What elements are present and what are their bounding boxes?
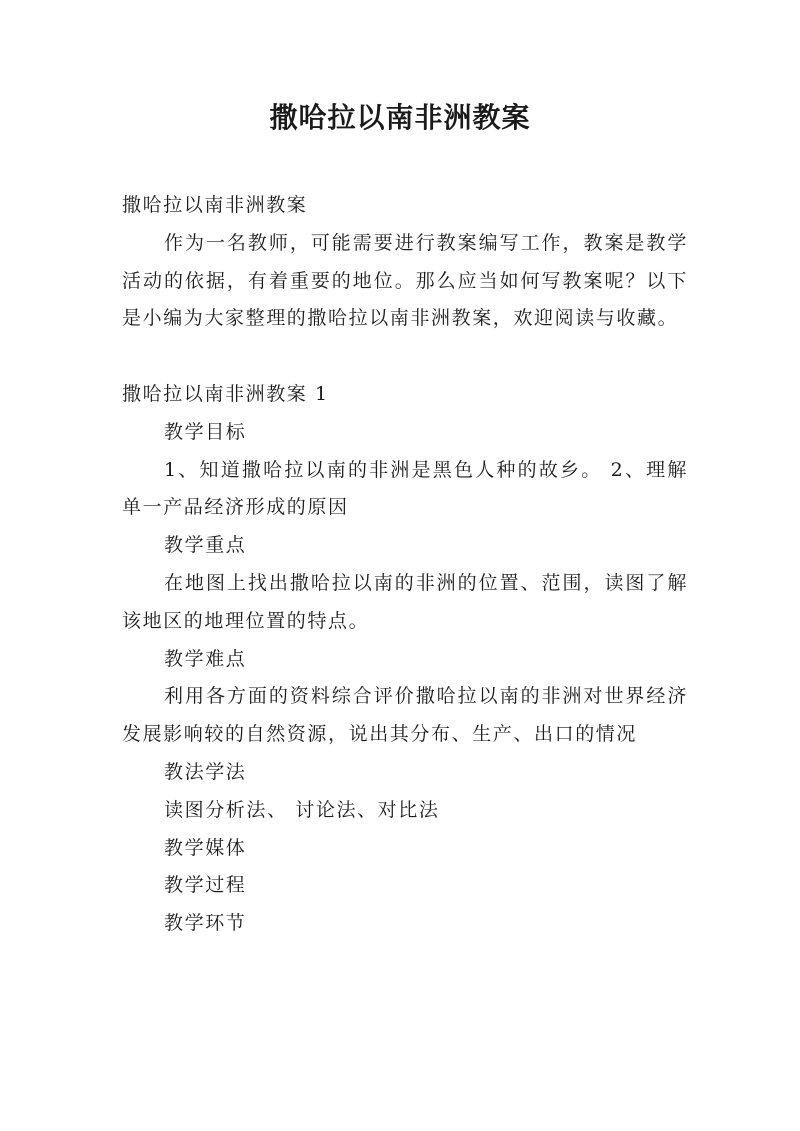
paragraph-spacer (122, 338, 688, 376)
document-title: 撒哈拉以南非洲教案 (269, 101, 531, 134)
subheading-media: 教学媒体 (164, 836, 247, 859)
teaching-goals-text: 1、知道撒哈拉以南的非洲是黑色人种的故乡。 2、理解单一产品经济形成的原因 (122, 458, 688, 519)
methods-text: 读图分析法、 讨论法、对比法 (164, 798, 440, 821)
subheading-difficulties: 教学难点 (164, 647, 247, 670)
subheading-key-points: 教学重点 (164, 534, 247, 557)
subheading-teaching-goals: 教学目标 (164, 420, 247, 443)
section-heading: 撒哈拉以南非洲教案 (122, 194, 308, 216)
key-points-text: 在地图上找出撒哈拉以南的非洲的位置、范围，读图了解该地区的地理位置的特点。 (122, 571, 688, 632)
subheading-stages: 教学环节 (164, 912, 247, 935)
subheading-process: 教学过程 (164, 874, 247, 897)
subheading-methods: 教法学法 (164, 760, 247, 783)
lesson-heading: 撒哈拉以南非洲教案 1 (122, 382, 329, 405)
document-body (122, 187, 688, 943)
intro-paragraph: 作为一名教师，可能需要进行教案编写工作，教案是教学活动的依据，有着重要的地位。那么应当如何写教案呢？以下是小编为大家整理的撒哈拉以南非洲教案，欢迎阅读与收藏。 (122, 231, 688, 330)
difficulties-text: 利用各方面的资料综合评价撒哈拉以南的非洲对世界经济发展影响较的自然资源，说出其分布、生产、出口的情况 (122, 685, 688, 746)
